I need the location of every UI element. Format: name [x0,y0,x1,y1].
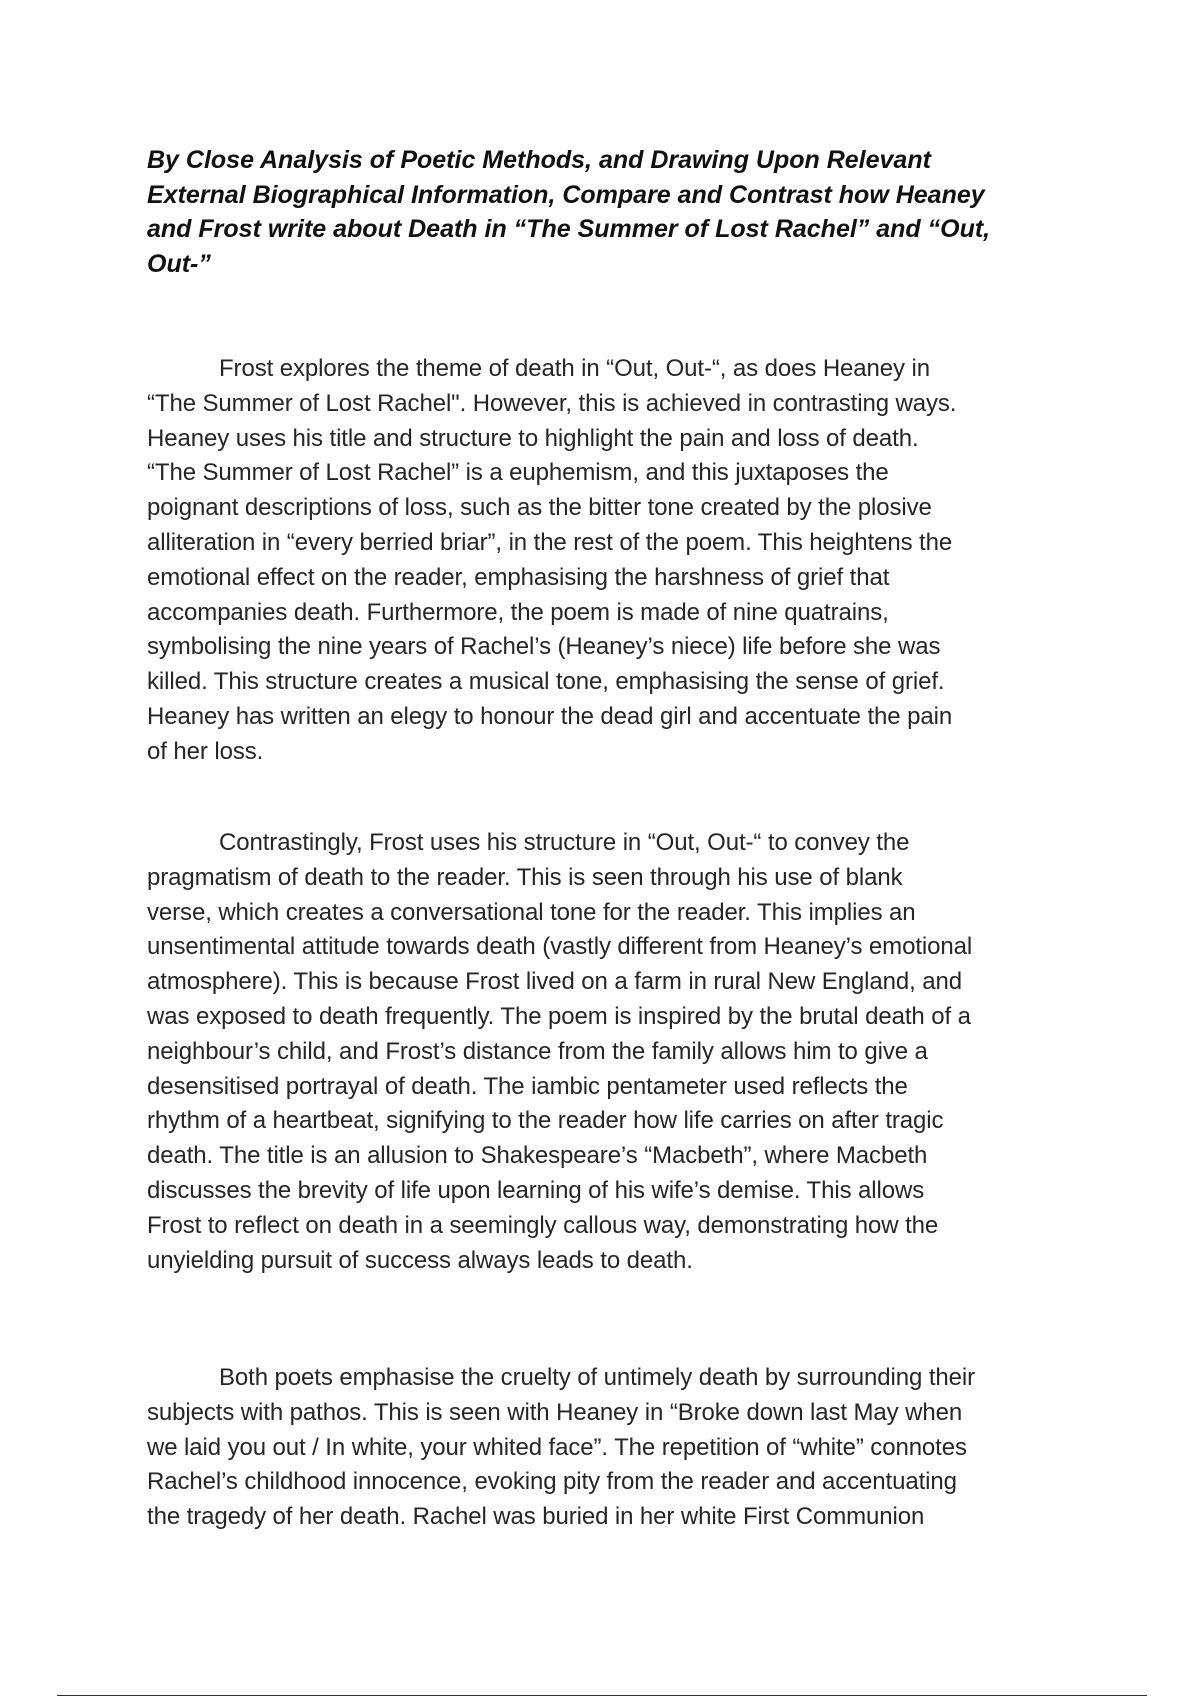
title-line: By Close Analysis of Poetic Methods, and Drawing Upon Relevant [147,146,931,174]
paragraph-heaney-title-structure [147,352,1067,770]
paragraph-line: unyielding pursuit of success always leads to death. [147,1246,693,1274]
title-line: and Frost write about Death in “The Summer of Lost Rachel” and “Out, [147,215,991,243]
paragraph-line: emotional effect on the reader, emphasising the harshness of grief that [147,563,890,591]
paragraph-line: neighbour’s child, and Frost’s distance from the family allows him to give a [147,1037,928,1065]
paragraph-line: rhythm of a heartbeat, signifying to the reader how life carries on after tragic [147,1107,944,1135]
paragraph-line: unsentimental attitude towards death (vastly different from Heaney’s emotional [147,933,973,961]
paragraph-line: pragmatism of death to the reader. This is seen through his use of blank [147,863,903,891]
title-line: Out-” [147,249,211,278]
paragraph-line: Both poets emphasise the cruelty of untimely death by surrounding their [219,1364,976,1391]
paragraph-line: the tragedy of her death. Rachel was buried in her white First Communion [147,1503,925,1531]
paragraph-line: poignant descriptions of loss, such as the bitter tone created by the plosive [147,494,932,522]
paragraph-line: was exposed to death frequently. The poem is inspired by the brutal death of a [147,1002,971,1030]
paragraph-line: we laid you out / In white, your whited face”. The repetition of “white” connotes [147,1433,967,1461]
paragraph-pathos [147,1361,1067,1535]
paragraph-line: subjects with pathos. This is seen with Heaney in “Broke down last May when [147,1398,963,1426]
paragraph-line: alliteration in “every berried briar”, in the rest of the poem. This heightens the [147,528,953,556]
page-bottom-rule [57,1695,1147,1696]
paragraph-line: Heaney uses his title and structure to highlight the pain and loss of death. [147,424,919,452]
paragraph-frost-structure [147,826,1067,1278]
paragraph-line: accompanies death. Furthermore, the poem is made of nine quatrains, [147,598,889,626]
paragraph-line: discusses the brevity of life upon learning of his wife’s demise. This allows [147,1176,925,1204]
paragraph-line: Rachel’s childhood innocence, evoking pity from the reader and accentuating [147,1468,957,1496]
paragraph-line: of her loss. [147,737,264,765]
paragraph-line: Frost to reflect on death in a seemingly callous way, demonstrating how the [147,1211,939,1239]
paragraph-line: killed. This structure creates a musical tone, emphasising the sense of grief. [147,668,945,696]
paragraph-line: atmosphere). This is because Frost lived on a farm in rural New England, and [147,968,963,996]
paragraph-line: Heaney has written an elegy to honour the dead girl and accentuate the pain [147,702,953,730]
paragraph-line: “The Summer of Lost Rachel” is a euphemism, and this juxtaposes the [147,459,889,487]
paragraph-line: symbolising the nine years of Rachel’s (Heaney’s niece) life before she was [147,633,941,661]
paragraph-line: “The Summer of Lost Rachel". However, this is achieved in contrasting ways. [147,389,957,417]
paragraph-line: Contrastingly, Frost uses his structure in “Out, Out-“ to convey the [219,829,910,856]
paragraph-line: verse, which creates a conversational tone for the reader. This implies an [147,898,916,926]
paragraph-line: Frost explores the theme of death in “Out, Out-“, as does Heaney in [219,355,930,382]
title-line: External Biographical Information, Compare and Contrast how Heaney [147,180,985,209]
paragraph-line: death. The title is an allusion to Shakespeare’s “Macbeth”, where Macbeth [147,1142,928,1170]
paragraph-line: desensitised portrayal of death. The iambic pentameter used reflects the [147,1072,908,1100]
essay-title [147,143,1047,281]
